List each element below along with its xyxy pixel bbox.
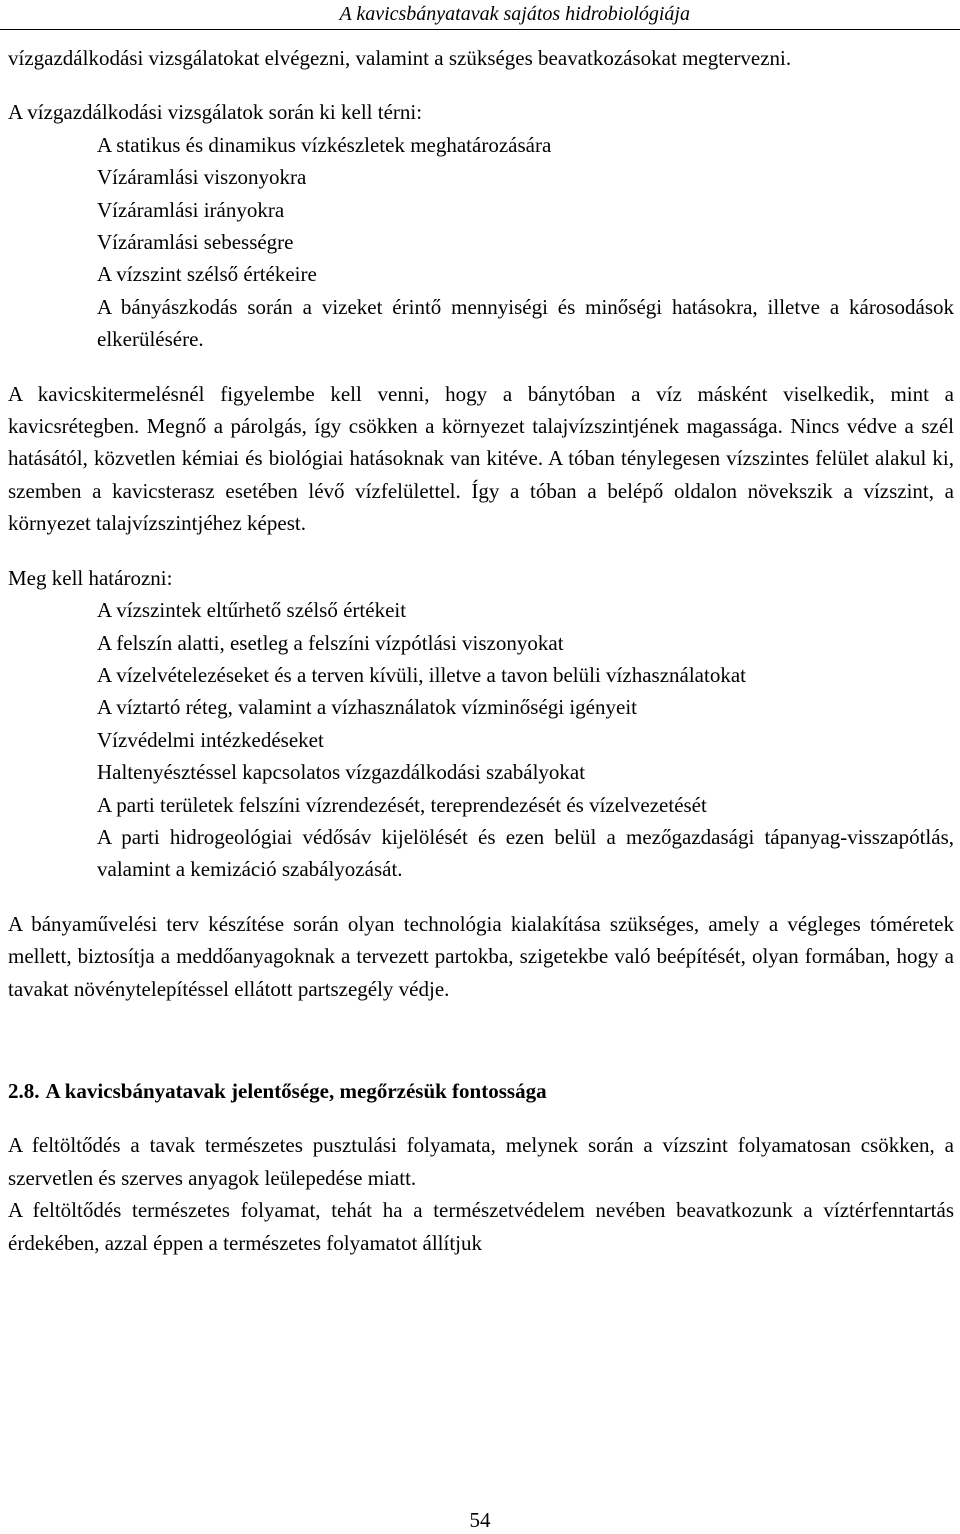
list1-item: Vízáramlási viszonyokra [97, 165, 307, 190]
list2-item: A parti területek felszíni vízrendezését, tereprendezését és vízelvezetését [97, 792, 707, 817]
spacer [8, 886, 954, 908]
paragraph-3: A feltöltődés a tavak természetes pusztulási folyamata, melynek során a vízszint folyamatosan csökken, a szervetlen és szerves anyagok leülepedése miatt. [8, 1133, 954, 1190]
spacer [8, 74, 954, 96]
list1-intro: A vízgazdálkodási vizsgálatok során ki kell térni: [8, 100, 423, 125]
list2 [8, 594, 954, 886]
spacer [8, 540, 954, 562]
page-number: 54 [469, 1508, 491, 1532]
spacer [8, 356, 954, 378]
list1-item: Vízáramlási irányokra [97, 197, 285, 222]
list2-item: A parti hidrogeológiai védősáv kijelölését és ezen belül a mezőgazdasági tápanyag-visszapótlás, valamint a kemizáció szabályozását. [97, 824, 954, 882]
list1-item: Vízáramlási sebességre [97, 230, 294, 255]
list2-item: A vízelvételezéseket és a terven kívüli, illetve a tavon belüli vízhasználatokat [97, 662, 746, 687]
continuation-paragraph: vízgazdálkodási vizsgálatokat elvégezni, valamint a szükséges beavatkozásokat megtervezni. [8, 46, 792, 70]
section-heading [8, 1075, 954, 1107]
list1-item: A vízszint szélső értékeire [97, 262, 317, 287]
body-text [8, 42, 954, 1259]
header-rule [0, 29, 960, 30]
spacer [8, 1005, 954, 1075]
list2-item: Vízvédelmi intézkedéseket [97, 727, 324, 752]
list1 [8, 129, 954, 356]
section-number: 2.8. [8, 1078, 40, 1103]
list1-item: A bányászkodás során a vizeket érintő mennyiségi és minőségi hatásokra, illetve a károsodások elkerülésére. [97, 294, 954, 352]
paragraph-4: A feltöltődés természetes folyamat, tehát ha a természetvédelem nevében beavatkozunk a víztérfenntartás érdekében, azzal éppen a természetes folyamatot állítjuk [8, 1198, 954, 1255]
paragraph-1: A kavicskitermelésnél figyelembe kell venni, hogy a bánytóban a víz másként viselkedik, mint a kavicsrétegben. Megnő a párolgás, így csökken a környezet talajvízszintjének magassága. Nincs védve a szél hatásától, közvetlen kémiai és biológiai hatásoknak van kitéve. A tóban ténylegesen vízszintes felület alakul ki, szemben a kavicsterasz esetében lévő vízfelülettel. Így a tóban a belépő oldalon növekszik a vízszint, a környezet talajvízszintjéhez képest. [8, 381, 954, 536]
spacer [8, 1107, 954, 1129]
paragraph-2: A bányaművelési terv készítése során olyan technológia kialakítása szükséges, amely a végleges tóméretek mellett, biztosítja a meddőanyagoknak a tervezett partokba, szigetekbe való beépítését, olyan formában, hogy a tavakat növénytelepítéssel ellátott partszegély védje. [8, 911, 954, 1001]
list2-item: A vízszintek eltűrhető szélső értékeit [97, 598, 407, 623]
list2-item: A víztartó réteg, valamint a vízhasználatok vízminőségi igényeit [97, 695, 637, 720]
list1-item: A statikus és dinamikus vízkészletek meghatározására [97, 132, 552, 157]
list2-item: A felszín alatti, esetleg a felszíni vízpótlási viszonyokat [97, 630, 564, 655]
section-title: A kavicsbányatavak jelentősége, megőrzésük fontossága [45, 1078, 547, 1103]
running-header: A kavicsbányatavak sajátos hidrobiológiája [339, 3, 690, 25]
list2-item: Haltenyésztéssel kapcsolatos vízgazdálkodási szabályokat [97, 760, 586, 785]
list2-intro: Meg kell határozni: [8, 565, 173, 590]
